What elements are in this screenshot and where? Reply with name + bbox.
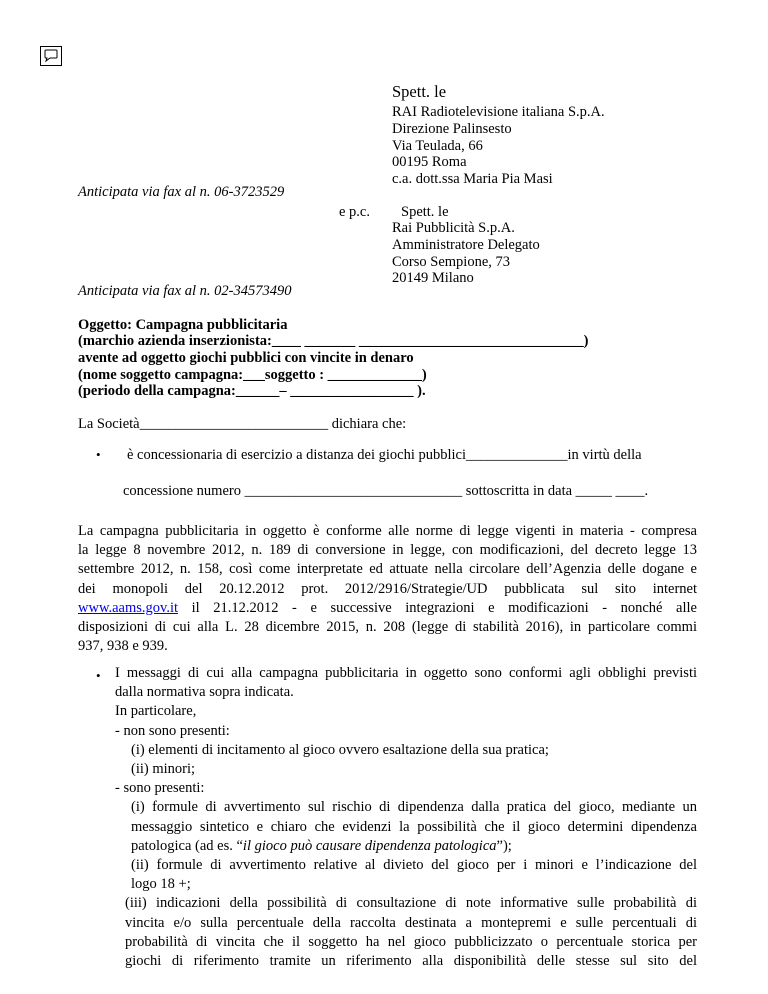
warning-phrase: il gioco può causare dipendenza patologica — [242, 837, 497, 854]
bullet2-row: giochi di riferimento tramite un riferimento alla disponibilità delle stesse sul sito del — [125, 953, 697, 970]
paragraph-row: dei monopoli del 20.12.2012 prot. 2012/2916/Strategie/UD pubblicata sul sito internet — [78, 580, 697, 597]
subject-line: (periodo della campagna:______– _________________ ). — [78, 383, 426, 399]
subject-line: avente ad oggetto giochi pubblici con vincite in denaro — [78, 350, 414, 366]
fax-note-2: Anticipata via fax al n. 02-34573490 — [78, 283, 292, 299]
text-fragment: patologica (ad es. “ — [131, 837, 243, 854]
paragraph-row-link — [78, 599, 697, 618]
recipient1-line: Via Teulada, 66 — [392, 138, 483, 154]
text-fragment: ”); — [496, 837, 512, 854]
recipient2-line: Rai Pubblicità S.p.A. — [392, 220, 515, 236]
recipient2-line: Amministratore Delegato — [392, 237, 540, 253]
bullet2-row: (ii) formule di avvertimento relative al divieto del gioco per i minori e l’indicazione del — [131, 857, 697, 874]
recipient1-line: Direzione Palinsesto — [392, 121, 512, 137]
speech-bubble-icon — [43, 49, 59, 63]
bullet-icon: • — [96, 668, 101, 683]
bullet2-row: - sono presenti: — [115, 780, 205, 797]
subject-line: Oggetto: Campagna pubblicitaria — [78, 317, 288, 333]
paragraph-row: la legge 8 novembre 2012, n. 189 di conversione in legge, con modificazioni, del decreto legge 13 — [78, 542, 697, 559]
messages-bullet — [115, 664, 697, 971]
fax-note-1: Anticipata via fax al n. 06-3723529 — [78, 184, 285, 200]
recipient2-line: 20149 Milano — [392, 270, 474, 286]
paragraph-row: 937, 938 e 939. — [78, 638, 168, 655]
recipient2-salutation: Spett. le — [401, 204, 449, 220]
recipient1-line: c.a. dott.ssa Maria Pia Masi — [392, 171, 553, 187]
cc-label: e p.c. — [339, 204, 370, 220]
bullet2-row: probabilità di vincita che il soggetto ha nel gioco pubblicizzato o percentuale storica per — [125, 933, 697, 950]
paragraph-row: La campagna pubblicitaria in oggetto è conforme alle norme di legge vigenti in materia - compresa — [78, 523, 697, 539]
bullet2-row: (i) formule di avvertimento sul rischio di dipendenza dalla pratica del gioco, mediante un — [131, 799, 697, 816]
comment-icon[interactable] — [40, 46, 62, 66]
bullet2-row: (i) elementi di incitamento al gioco ovvero esaltazione della sua pratica; — [131, 741, 549, 758]
conformity-paragraph — [78, 522, 697, 656]
recipient1-line: RAI Radiotelevisione italiana S.p.A. — [392, 104, 605, 120]
bullet2-row: logo 18 +; — [131, 876, 191, 893]
bullet2-row-italic — [115, 837, 697, 856]
subject-line: (nome soggetto campagna:___soggetto : _____________) — [78, 367, 427, 383]
bullet2-row: vincita e/o sulla percentuale della raccolta destinata a montepremi e sulle percentuali di — [125, 914, 697, 931]
bullet1-line1: è concessionaria di esercizio a distanza dei giochi pubblici______________in virtù della — [127, 447, 642, 463]
recipient1-line: 00195 Roma — [392, 154, 467, 170]
bullet2-row: In particolare, — [115, 703, 197, 720]
bullet2-row: I messaggi di cui alla campagna pubblicitaria in oggetto sono conformi agli obblighi previsti — [115, 665, 697, 681]
paragraph-row: settembre 2012, n. 158, così come interpretate ed attuate nella circolare dell’Agenzia delle dogane e — [78, 561, 697, 578]
subject-line: (marchio azienda inserzionista:____ _______ _______________________________) — [78, 333, 589, 349]
paragraph-row-rest: il 21.12.2012 - e successive integrazioni e modificazioni - nonché alle — [178, 599, 697, 616]
bullet-icon: • — [96, 447, 101, 462]
bullet2-row: dalla normativa sopra indicata. — [115, 684, 294, 701]
aams-link[interactable]: www.aams.gov.it — [78, 599, 179, 616]
bullet2-row: (iii) indicazioni della possibilità di consultazione di note informative sulle probabilità di — [125, 895, 697, 912]
declaration: La Società__________________________ dichiara che: — [78, 416, 407, 432]
bullet2-row: messaggio sintetico e chiaro che evidenzi la possibilità che il gioco determini dipendenza — [131, 818, 697, 835]
bullet2-row: (ii) minori; — [131, 761, 196, 778]
recipient2-line: Corso Sempione, 73 — [392, 254, 511, 270]
bullet2-row: - non sono presenti: — [115, 722, 230, 739]
bullet1-line2: concessione numero ______________________________ sottoscritta in data _____ ____. — [123, 483, 649, 499]
paragraph-row: disposizioni di cui alla L. 28 dicembre 2015, n. 208 (legge di stabilità 2016), in particolare commi — [78, 619, 697, 636]
recipient1-salutation: Spett. le — [392, 82, 447, 101]
